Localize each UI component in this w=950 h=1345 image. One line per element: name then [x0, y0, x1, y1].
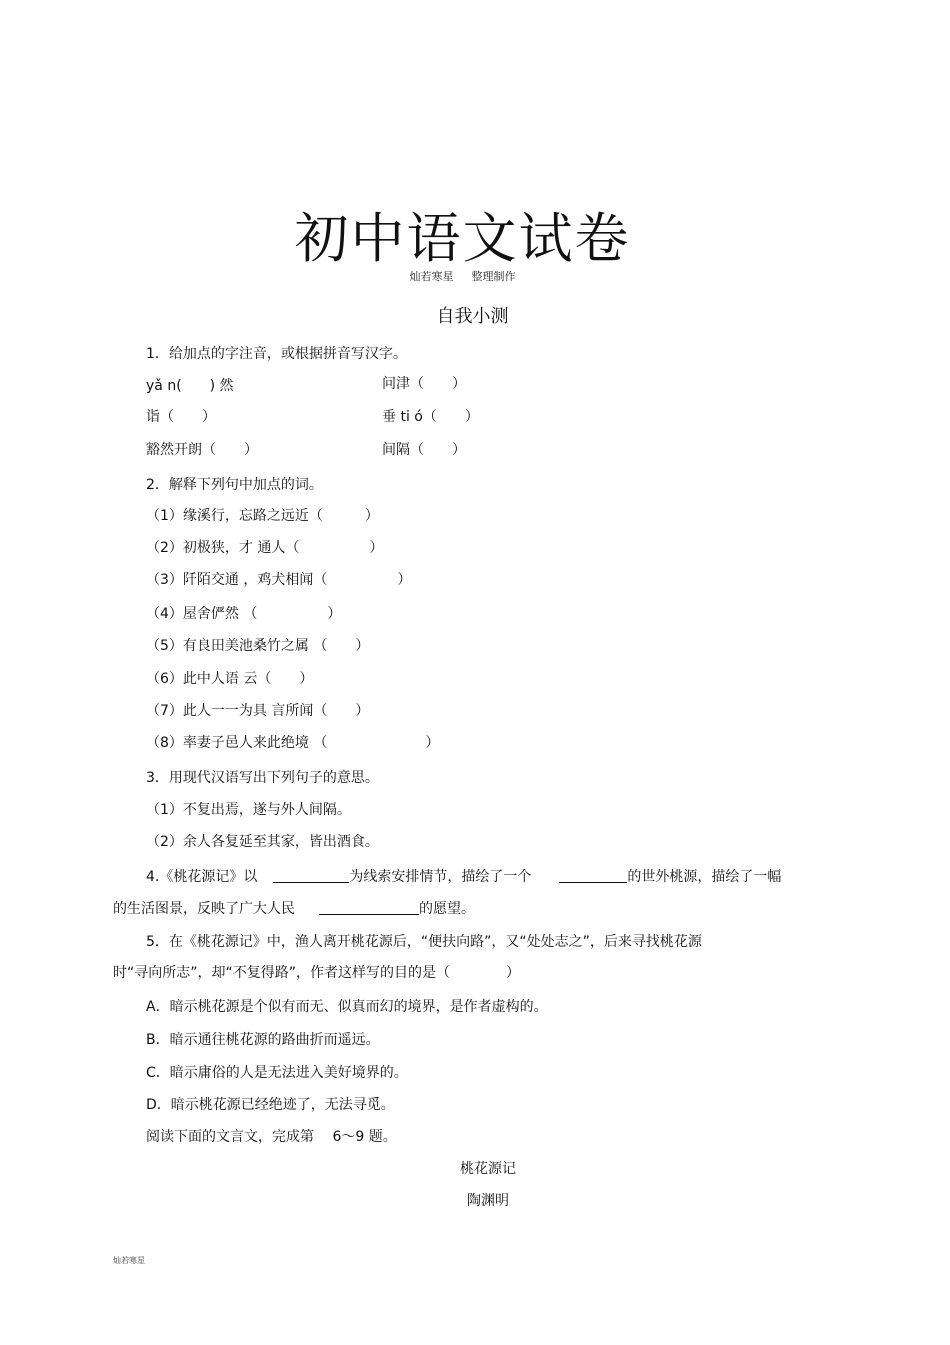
compiler-note: 整理制作: [471, 270, 516, 283]
q5-option-a[interactable]: A．暗示桃花源是个似有而无、似真而幻的境界，是作者虚构的。: [146, 999, 548, 1015]
q2-item: （7）此人一一为具 言所闻（ ）: [146, 703, 370, 719]
q2-item: （5）有良田美池桑竹之属 （ ）: [146, 638, 370, 654]
reading-title: 桃花源记: [460, 1161, 516, 1177]
reading-author: 陶渊明: [467, 1193, 509, 1209]
q2-item: （2）初极狭，才 通人（ ）: [146, 540, 384, 556]
q2-item: （6）此中人语 云（ ）: [146, 671, 314, 687]
q2-item: （4）屋舍俨然 （ ）: [146, 606, 342, 622]
q5-line2: 时“寻向所志”，却“不复得路”，作者这样写的目的是（ ）: [113, 965, 521, 981]
page-footer: 灿若寒星: [113, 1256, 145, 1265]
q1-item: 问津（ ）: [382, 376, 466, 392]
reading-instruction: 阅读下面的文言文，完成第 6～9 题。: [146, 1129, 397, 1145]
q2-item: （8）率妻子邑人来此绝境 （ ）: [146, 735, 440, 751]
q1-stem: 1．给加点的字注音，或根据拼音写汉字。: [146, 346, 407, 362]
q1-item: 间隔（ ）: [382, 442, 466, 458]
q4-text: 为线索安排情节，描绘了一个: [349, 869, 532, 885]
answer-blank[interactable]: [273, 868, 349, 883]
q2-stem: 2．解释下列句中加点的词。: [146, 477, 323, 493]
q1-item: 豁然开朗（ ）: [146, 442, 258, 458]
section-title: 自我小测: [436, 306, 509, 327]
compiler-credit: [0, 268, 925, 284]
q5-option-b[interactable]: B．暗示通往桃花源的路曲折而遥远。: [146, 1032, 380, 1048]
q4-text: 4.《桃花源记》以: [146, 869, 258, 885]
q3-item: （2）余人各复延至其家，皆出酒食。: [146, 834, 379, 850]
q4-text: 的愿望。: [419, 901, 475, 917]
page-title: 初中语文试卷: [294, 207, 631, 270]
q4-text: 的世外桃源，描绘了一幅: [627, 869, 782, 885]
q4-text: 的生活图景，反映了广大人民: [113, 901, 295, 917]
q5-option-d[interactable]: D．暗示桃花源已经绝迹了，无法寻觅。: [146, 1097, 395, 1113]
q4-line2: [113, 898, 475, 918]
q1-item: 诣（ ）: [146, 409, 216, 425]
q1-item: yǎ n( ) 然: [146, 378, 234, 394]
answer-blank[interactable]: [559, 868, 627, 883]
q2-item: （3）阡陌交通 ，鸡犬相闻（ ）: [146, 572, 412, 588]
answer-blank[interactable]: [319, 900, 419, 915]
compiler-name: 灿若寒星: [409, 270, 454, 283]
q5-line1: 5．在《桃花源记》中，渔人离开桃花源后，“便扶向路”，又“处处志之”，后来寻找桃花源: [146, 934, 702, 950]
q2-item: （1）缘溪行，忘路之远近（ ）: [146, 508, 379, 524]
q3-item: （1）不复出焉，遂与外人间隔。: [146, 802, 351, 818]
q1-item: 垂 ti ó（ ）: [382, 409, 479, 425]
q4-line1: [146, 866, 781, 886]
q3-stem: 3．用现代汉语写出下列句子的意思。: [146, 770, 379, 786]
q5-option-c[interactable]: C．暗示庸俗的人是无法进入美好境界的。: [146, 1065, 408, 1081]
